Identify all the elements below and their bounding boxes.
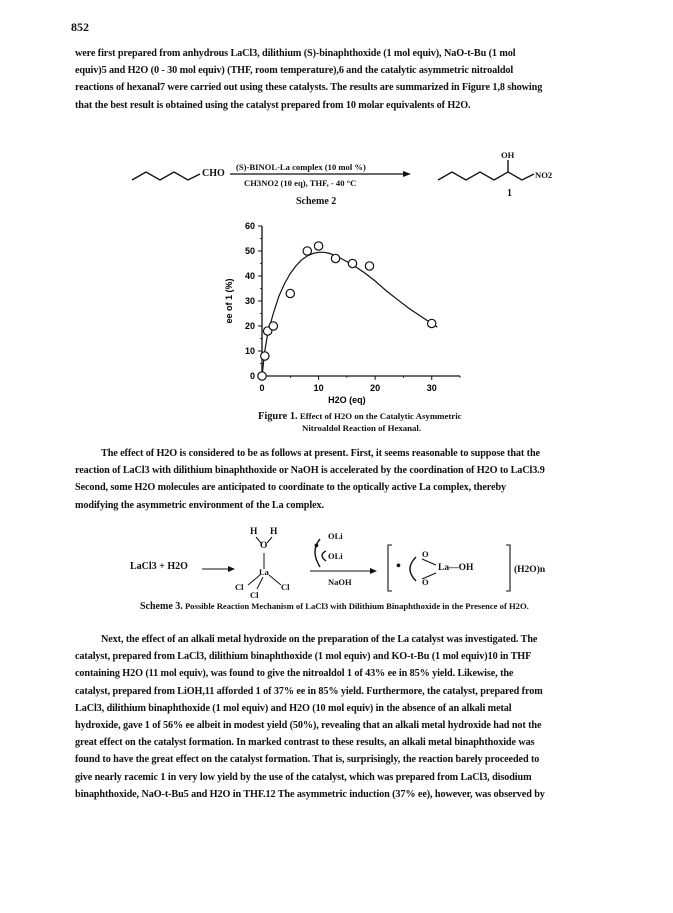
cl-label-3: Cl	[250, 590, 259, 600]
y-tick-label: 0	[249, 371, 255, 381]
o-la-bond-top	[422, 559, 436, 565]
y-tick-label: 60	[244, 222, 255, 231]
data-point	[428, 319, 436, 327]
text-line: catalyst, prepared from LiOH,11 afforded 1 of 37% ee in 85% yield. Furthermore, the catalyst, prepared from	[75, 685, 543, 697]
fit-curve	[262, 252, 437, 376]
water-label: (H2O)n	[514, 565, 546, 575]
scheme-3-caption-label: Scheme 3.	[140, 601, 183, 612]
data-point	[286, 289, 294, 297]
arrow-1-head	[228, 566, 235, 572]
text-line: that the best result is obtained using the catalyst prepared from 10 molar equivalents of H2O.	[75, 99, 471, 111]
x-axis-label: H2O (eq)	[328, 395, 366, 405]
nitroaldol-skeleton	[438, 172, 534, 180]
hexanal-skeleton	[132, 172, 200, 180]
text-line: Next, the effect of an alkali metal hydroxide on the preparation of the La catalyst was investigated. The	[101, 634, 538, 645]
scheme-2-caption: Scheme 2	[296, 196, 337, 207]
arrow-head	[403, 171, 411, 177]
oli-label-1: OLi	[328, 531, 343, 541]
data-point	[331, 254, 339, 262]
x-tick-label: 10	[313, 383, 324, 393]
text-line: catalyst, prepared from LaCl3, dilithium binaphthoxide (1 mol equiv) and KO-t-Bu (1 mol equiv)10 in THF	[75, 651, 532, 663]
complex-arc	[410, 557, 416, 581]
cl-label-2: Cl	[281, 582, 290, 592]
text-line: modifying the asymmetric environment of the La complex.	[75, 499, 324, 511]
reagent-line-1: (S)-BINOL-La complex (10 mol %)	[236, 162, 366, 172]
product-no2-label: NO2	[535, 170, 553, 180]
y-tick-label: 20	[244, 321, 255, 331]
paragraph-water-effect	[75, 445, 615, 514]
data-point	[261, 352, 269, 360]
cl-label-1: Cl	[235, 582, 244, 592]
h-label-left: H	[250, 527, 258, 537]
binol-dot: •	[314, 539, 319, 554]
scheme-3-caption	[140, 601, 529, 612]
o-label: O	[260, 541, 268, 551]
scheme-3-caption-text: Possible Reaction Mechanism of LaCl3 with Dilithium Binaphthoxide in the Presence of H2O.	[184, 601, 529, 611]
scheme-2	[120, 150, 570, 210]
h-o-bond-right	[267, 537, 272, 543]
data-point	[303, 247, 311, 255]
complex-o-label-1: O	[422, 549, 429, 559]
h-label-right: H	[270, 527, 278, 537]
text-line: hydroxide, gave 1 of 56% ee albeit in modest yield (50%), revealing that an alkali metal hydroxide had not the	[75, 720, 542, 732]
figure-1	[220, 222, 480, 422]
y-tick-label: 50	[244, 246, 255, 256]
text-line: found to have the great effect on the catalyst formation. That is, surprisingly, the reaction barely proceeded to	[75, 754, 540, 766]
la-label: La	[259, 567, 269, 577]
la-cl-bond-3	[257, 577, 263, 589]
la-cl-bond-2	[269, 575, 281, 585]
text-line: were first prepared from anhydrous LaCl3, dilithium (S)-binaphthoxide (1 mol equiv), NaO-t-Bu (1 mol	[75, 48, 516, 59]
figure-1-caption-label: Figure 1.	[258, 411, 298, 422]
y-axis-label: ee of 1 (%)	[224, 278, 234, 324]
figure-1-caption-line-2: Nitroaldol Reaction of Hexanal.	[302, 422, 422, 433]
data-point	[269, 322, 277, 330]
y-tick-label: 40	[244, 271, 255, 281]
scheme-3-drawing	[130, 525, 570, 605]
complex-dot: •	[396, 559, 401, 574]
binol-arc	[322, 551, 326, 561]
bracket-left	[388, 545, 392, 591]
complex-o-label-2: O	[422, 577, 429, 587]
page-number: 852	[71, 20, 89, 34]
x-tick-label: 30	[426, 383, 437, 393]
reactant-label: CHO	[202, 168, 225, 179]
reagent-line-2: CH3NO2 (10 eq), THF, - 40 °C	[244, 178, 357, 188]
oli-label-2: OLi	[328, 551, 343, 561]
product-number: 1	[507, 188, 512, 199]
figure-1-caption	[258, 411, 518, 433]
y-tick-label: 30	[244, 296, 255, 306]
data-point	[365, 262, 373, 270]
scheme-3-reactants: LaCl3 + H2O	[130, 561, 188, 572]
text-line: Second, some H2O molecules are anticipated to coordinate to the optically active La complex, thereby	[75, 482, 507, 494]
text-line: give nearly racemic 1 in very low yield by the use of the catalyst, which was prepared from LaCl3, disodium	[75, 771, 532, 783]
text-line: binaphthoxide, NaO-t-Bu5 and H2O in THF.12 The asymmetric induction (37% ee), however, was observed by	[75, 788, 545, 800]
x-tick-label: 0	[259, 383, 265, 393]
naoh-reagent: NaOH	[328, 577, 352, 587]
paragraph-intro	[75, 45, 615, 114]
bracket-right	[506, 545, 510, 591]
y-tick-label: 10	[244, 346, 255, 356]
data-point	[258, 372, 266, 380]
text-line: LaCl3, dilithium binaphthoxide (1 mol equiv) and H2O (10 mol equiv) in the absence of an alkali metal	[75, 702, 512, 714]
text-line: equiv)5 and H2O (0 - 30 mol equiv) (THF, room temperature),6 and the catalytic asymmetric nitroaldol	[75, 65, 514, 77]
figure-1-chart	[220, 222, 480, 412]
data-point	[348, 259, 356, 267]
text-line: reactions of hexanal7 were carried out using these catalysts. The results are summarized in Figure 1,8 showing	[75, 82, 543, 94]
text-line: great effect on the catalyst formation. In marked contrast to these results, an alkali metal binaphthoxide was	[75, 737, 535, 749]
paragraph-alkali-metal	[75, 631, 615, 803]
text-line: containing H2O (11 mol equiv), was found to give the nitroaldol 1 of 43% ee in 85% yield. Likewise, the	[75, 668, 514, 680]
arrow-2-head	[370, 568, 377, 574]
text-line: The effect of H2O is considered to be as follows at present. First, it seems reasonable to suppose that the	[101, 448, 540, 459]
figure-1-caption-line-1: Effect of H2O on the Catalytic Asymmetric	[299, 411, 462, 421]
product-oh-label: OH	[501, 150, 515, 160]
x-tick-label: 20	[370, 383, 381, 393]
data-point	[314, 242, 322, 250]
text-line: reaction of LaCl3 with dilithium binaphthoxide or NaOH is accelerated by the coordination of H2O to LaCl3.9	[75, 465, 545, 477]
complex-la-oh-label: La—OH	[438, 563, 474, 573]
